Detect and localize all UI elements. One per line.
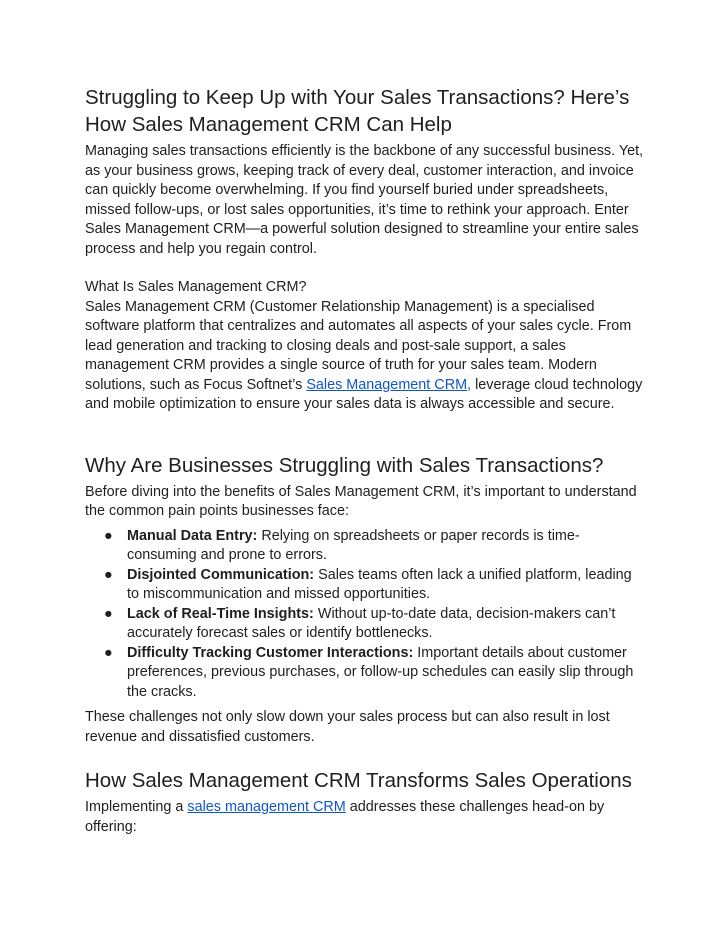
definition-paragraph xyxy=(85,298,645,415)
list-item-title: Difficulty Tracking Customer Interactions: xyxy=(127,644,414,661)
spacer xyxy=(85,747,645,767)
list-item xyxy=(85,566,645,605)
spacer xyxy=(85,259,645,278)
pain-points-outro: These challenges not only slow down your sales process but can also result in lost revenue and dissatisfied customers. xyxy=(85,709,610,745)
definition-text-after: leverage cloud technology and mobile optimization to ensure your sales data is always accessible and secure. xyxy=(85,376,643,412)
document-page xyxy=(85,84,645,837)
list-item-title: Manual Data Entry: xyxy=(127,527,258,544)
list-item xyxy=(85,644,645,703)
bullet-icon: ● xyxy=(104,644,113,661)
list-item xyxy=(85,605,645,644)
list-item xyxy=(85,527,645,566)
list-item-text: Relying on spreadsheets or paper records is time-consuming and prone to errors. xyxy=(127,527,580,563)
page-title: Struggling to Keep Up with Your Sales Transactions? Here’s How Sales Management CRM Can Help xyxy=(85,86,630,136)
section-heading-how: How Sales Management CRM Transforms Sales Operations xyxy=(85,769,632,792)
sales-management-crm-inline-link[interactable]: sales management CRM xyxy=(187,799,346,815)
list-item-title: Disjointed Communication: xyxy=(127,566,315,583)
subheading-what-is: What Is Sales Management CRM? xyxy=(85,279,307,295)
bullet-icon: ● xyxy=(104,566,113,583)
transform-text-after: addresses these challenges head-on by offering: xyxy=(85,799,605,835)
transform-paragraph xyxy=(85,798,645,837)
bullet-icon: ● xyxy=(104,605,113,622)
definition-text-before: Sales Management CRM (Customer Relationship Management) is a specialised software platform that centralizes and automates all aspects of your sales cycle. From lead generation and tracking to closing deals and post-sale support, a sales management CRM provides a single source of truth for your sales team. Modern solutions, such as Focus Softnet’s xyxy=(85,298,632,393)
sales-management-crm-link[interactable]: Sales Management CRM, xyxy=(306,376,472,393)
section-heading-why: Why Are Businesses Struggling with Sales Transactions? xyxy=(85,453,604,477)
spacer xyxy=(85,415,645,452)
pain-points-list xyxy=(85,527,645,703)
list-item-text: Without up-to-date data, decision-makers can’t accurately forecast sales or identify bottlenecks. xyxy=(127,605,616,641)
pain-points-intro: Before diving into the benefits of Sales Management CRM, it’s important to understand the common pain points businesses face: xyxy=(85,483,637,519)
list-item-text: Important details about customer preferences, previous purchases, or follow-up schedules can easily slip through the cracks. xyxy=(127,644,634,700)
transform-text-before: Implementing a xyxy=(85,799,188,815)
list-item-title: Lack of Real-Time Insights: xyxy=(127,605,314,622)
bullet-icon: ● xyxy=(104,527,113,544)
list-item-text: Sales teams often lack a unified platform, leading to miscommunication and missed opportunities. xyxy=(127,566,632,602)
intro-paragraph: Managing sales transactions efficiently is the backbone of any successful business. Yet, as your business grows, keeping track of every deal, customer interaction, and invoice can quickly become overwhelming. If you find yourself buried under spreadsheets, missed follow-ups, or lost sales opportunities, it’s time to rethink your approach. Enter Sales Management CRM—a powerful solution designed to streamline your entire sales process and help you regain control. xyxy=(85,143,644,257)
